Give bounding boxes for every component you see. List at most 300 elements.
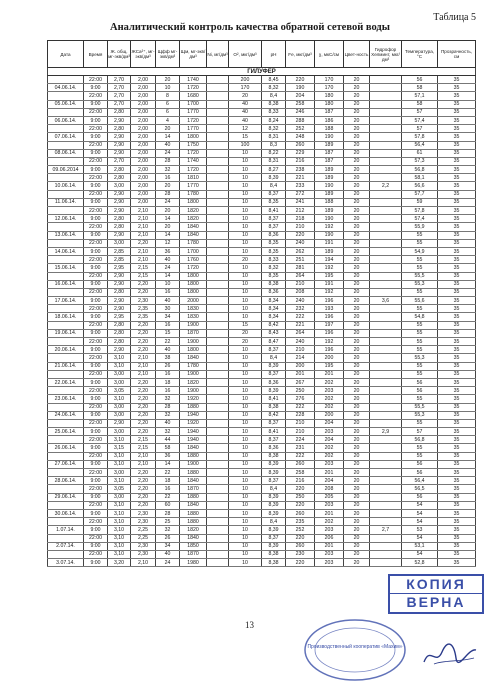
table-cell: 1940 xyxy=(180,428,207,436)
table-cell: 190 xyxy=(286,84,315,92)
table-row xyxy=(48,477,476,485)
table-cell: 10 xyxy=(229,166,262,174)
table-cell: 1900 xyxy=(180,370,207,378)
table-cell: 3,00 xyxy=(108,493,131,501)
table-cell: 34 xyxy=(156,542,180,550)
table-cell xyxy=(48,305,84,313)
table-cell: 10 xyxy=(229,493,262,501)
table-cell: 189 xyxy=(315,174,344,182)
table-row xyxy=(48,297,476,305)
column-header: Ni, мг/дм³ xyxy=(207,41,229,68)
table-cell: 35 xyxy=(438,469,476,477)
table-cell: 35 xyxy=(438,346,476,354)
table-cell: 10 xyxy=(229,469,262,477)
table-cell: 232 xyxy=(286,305,315,313)
table-cell: 203 xyxy=(315,387,344,395)
table-cell xyxy=(207,428,229,436)
table-cell: 35 xyxy=(438,280,476,288)
table-cell: 2,00 xyxy=(131,182,156,190)
table-cell: 201 xyxy=(315,370,344,378)
table-cell: 20 xyxy=(344,84,370,92)
table-cell: 8,43 xyxy=(262,329,286,337)
table-cell: 24 xyxy=(156,559,180,567)
table-cell xyxy=(370,116,402,124)
table-cell: 3,20 xyxy=(108,559,131,567)
table-cell: 228 xyxy=(286,411,315,419)
table-cell: 22 xyxy=(156,338,180,346)
table-cell: 2,90 xyxy=(108,207,131,215)
table-cell: 10 xyxy=(229,288,262,296)
table-cell: 9:00 xyxy=(84,100,108,108)
table-cell xyxy=(48,403,84,411)
table-cell: 22:00 xyxy=(84,387,108,395)
table-cell: 35 xyxy=(438,321,476,329)
table-cell: 10 xyxy=(229,395,262,403)
table-cell: 35 xyxy=(438,174,476,182)
table-cell: 2,00 xyxy=(131,84,156,92)
table-cell: 262 xyxy=(286,247,315,255)
table-cell: 26 xyxy=(156,534,180,542)
table-cell: 32 xyxy=(156,428,180,436)
table-cell: 8,31 xyxy=(262,133,286,141)
table-cell: 2,80 xyxy=(108,223,131,231)
table-cell: 189 xyxy=(315,247,344,255)
table-cell: 22:00 xyxy=(84,125,108,133)
table-cell xyxy=(207,403,229,411)
table-cell: 10 xyxy=(229,403,262,411)
table-cell xyxy=(207,460,229,468)
table-cell: 15 xyxy=(229,321,262,329)
table-cell: 40 xyxy=(156,550,180,558)
table-cell: 20 xyxy=(344,378,370,386)
table-cell: 3,05 xyxy=(108,485,131,493)
table-cell: 8,34 xyxy=(262,313,286,321)
table-cell: 20 xyxy=(344,411,370,419)
table-cell: 2,20 xyxy=(131,395,156,403)
table-cell: 2,80 xyxy=(108,166,131,174)
table-cell: 1870 xyxy=(180,329,207,337)
table-cell: 40 xyxy=(229,100,262,108)
table-cell: 55 xyxy=(402,329,438,337)
table-cell: 22:00 xyxy=(84,108,108,116)
table-cell xyxy=(207,76,229,84)
table-cell: 20 xyxy=(344,518,370,526)
table-cell: 27.06.14. xyxy=(48,460,84,468)
table-cell: 58 xyxy=(156,444,180,452)
table-cell: 235 xyxy=(286,518,315,526)
table-cell: 1880 xyxy=(180,403,207,411)
table-cell: 203 xyxy=(315,559,344,567)
table-cell: 55 xyxy=(402,346,438,354)
table-cell: 20 xyxy=(344,100,370,108)
table-cell: 53,1 xyxy=(402,542,438,550)
table-cell: 20.06.14. xyxy=(48,346,84,354)
table-cell: 23.06.14. xyxy=(48,395,84,403)
table-cell: 35 xyxy=(438,198,476,206)
table-cell: 210 xyxy=(286,428,315,436)
table-cell: 3,10 xyxy=(108,518,131,526)
table-cell: 250 xyxy=(286,387,315,395)
table-cell: 3,00 xyxy=(108,469,131,477)
table-cell: 40 xyxy=(229,108,262,116)
table-cell: 10 xyxy=(229,182,262,190)
table-cell: 196 xyxy=(315,329,344,337)
table-row xyxy=(48,239,476,247)
table-row xyxy=(48,469,476,477)
table-cell: 20 xyxy=(344,133,370,141)
table-cell: 8,37 xyxy=(262,215,286,223)
table-cell: 35 xyxy=(438,149,476,157)
table-cell xyxy=(48,436,84,444)
table-cell: 1770 xyxy=(180,182,207,190)
table-cell: 10 xyxy=(229,485,262,493)
table-cell xyxy=(48,239,84,247)
table-cell: 22:00 xyxy=(84,272,108,280)
table-cell: 203 xyxy=(315,526,344,534)
table-cell: 10 xyxy=(229,559,262,567)
table-row xyxy=(48,452,476,460)
table-cell: 2,00 xyxy=(131,108,156,116)
table-cell xyxy=(370,149,402,157)
table-cell: 10 xyxy=(229,272,262,280)
table-cell: 35 xyxy=(438,100,476,108)
table-cell xyxy=(207,346,229,354)
table-cell: 2,20 xyxy=(131,288,156,296)
table-cell: 1800 xyxy=(180,272,207,280)
table-cell: 1900 xyxy=(180,387,207,395)
table-cell: 204 xyxy=(315,436,344,444)
table-cell xyxy=(370,419,402,427)
table-cell: 9:00 xyxy=(84,559,108,567)
table-row xyxy=(48,108,476,116)
table-cell: 10.06.14. xyxy=(48,182,84,190)
table-cell xyxy=(207,247,229,255)
table-cell: 14 xyxy=(156,215,180,223)
table-cell: 276 xyxy=(286,395,315,403)
table-row xyxy=(48,141,476,149)
table-cell: 222 xyxy=(286,313,315,321)
table-cell: 55 xyxy=(402,395,438,403)
table-cell: 17.06.14. xyxy=(48,297,84,305)
table-cell: 192 xyxy=(315,264,344,272)
table-cell: 1800 xyxy=(180,280,207,288)
table-cell: 55 xyxy=(402,321,438,329)
table-cell: 190 xyxy=(315,133,344,141)
table-cell: 20 xyxy=(344,485,370,493)
table-cell: 202 xyxy=(315,378,344,386)
table-cell: 252 xyxy=(286,526,315,534)
table-cell: 1840 xyxy=(180,444,207,452)
table-cell: 35 xyxy=(438,550,476,558)
table-cell: 1830 xyxy=(180,305,207,313)
table-cell: 1870 xyxy=(180,485,207,493)
table-cell xyxy=(370,305,402,313)
table-cell: 16 xyxy=(156,387,180,395)
table-cell xyxy=(207,174,229,182)
table-cell: 9:00 xyxy=(84,509,108,517)
table-cell xyxy=(370,542,402,550)
table-cell: 22:00 xyxy=(84,485,108,493)
table-cell: 55 xyxy=(402,370,438,378)
table-cell: 2,00 xyxy=(131,76,156,84)
table-cell xyxy=(207,370,229,378)
table-row xyxy=(48,125,476,133)
table-cell: 38 xyxy=(156,354,180,362)
table-row xyxy=(48,534,476,542)
table-cell: 210 xyxy=(286,346,315,354)
table-cell xyxy=(48,190,84,198)
table-cell xyxy=(370,493,402,501)
table-cell xyxy=(48,338,84,346)
table-cell xyxy=(207,288,229,296)
table-cell: 59 xyxy=(402,198,438,206)
table-cell: 2,20 xyxy=(131,501,156,509)
table-cell: 20 xyxy=(344,92,370,100)
table-cell: 20 xyxy=(344,452,370,460)
table-cell: 55 xyxy=(402,231,438,239)
table-cell: 238 xyxy=(286,166,315,174)
table-cell: 8,37 xyxy=(262,436,286,444)
table-cell: 9:00 xyxy=(84,166,108,174)
table-cell: 180 xyxy=(315,100,344,108)
table-cell: 16 xyxy=(156,370,180,378)
signature-icon xyxy=(420,640,480,670)
table-cell: 2,90 xyxy=(108,116,131,124)
table-cell: 2,30 xyxy=(131,518,156,526)
table-cell xyxy=(48,288,84,296)
table-cell xyxy=(370,256,402,264)
table-cell: 8,3 xyxy=(262,141,286,149)
table-cell xyxy=(207,411,229,419)
table-cell xyxy=(207,198,229,206)
table-cell: 2,90 xyxy=(108,133,131,141)
table-cell xyxy=(207,485,229,493)
table-cell: 2,20 xyxy=(131,477,156,485)
table-cell: 35 xyxy=(438,272,476,280)
table-cell xyxy=(370,100,402,108)
table-cell: 56,4 xyxy=(402,477,438,485)
table-cell: 8,36 xyxy=(262,378,286,386)
table-cell xyxy=(207,272,229,280)
table-cell: 201 xyxy=(315,542,344,550)
table-cell: 28 xyxy=(156,403,180,411)
table-row xyxy=(48,116,476,124)
table-cell: 56,8 xyxy=(402,436,438,444)
table-cell: 203 xyxy=(315,501,344,509)
table-cell: 20 xyxy=(344,264,370,272)
table-cell: 20 xyxy=(344,444,370,452)
table-cell xyxy=(207,141,229,149)
table-cell xyxy=(207,239,229,247)
table-cell: 20 xyxy=(229,256,262,264)
table-cell: 57 xyxy=(402,428,438,436)
table-cell: 2,00 xyxy=(131,133,156,141)
table-cell: 202 xyxy=(315,395,344,403)
table-cell: 35 xyxy=(438,125,476,133)
table-cell: 07.06.14. xyxy=(48,133,84,141)
table-cell: 3,10 xyxy=(108,395,131,403)
table-cell xyxy=(207,469,229,477)
table-cell: 2,10 xyxy=(131,223,156,231)
table-cell: 35 xyxy=(438,559,476,567)
table-cell: 193 xyxy=(315,305,344,313)
stamp-line-1: КОПИЯ xyxy=(390,576,482,594)
table-cell: 8,4 xyxy=(262,485,286,493)
table-cell: 1880 xyxy=(180,509,207,517)
table-cell xyxy=(370,534,402,542)
table-cell: 2,10 xyxy=(131,207,156,215)
table-cell: 20 xyxy=(156,182,180,190)
table-cell: 28.06.14. xyxy=(48,477,84,485)
table-cell: 2,70 xyxy=(108,157,131,165)
table-cell: 216 xyxy=(286,477,315,485)
table-cell: 10 xyxy=(229,354,262,362)
table-cell xyxy=(370,141,402,149)
table-cell xyxy=(370,362,402,370)
table-cell: 9:00 xyxy=(84,182,108,190)
quality-table xyxy=(47,40,476,567)
table-cell: 20 xyxy=(344,362,370,370)
table-cell xyxy=(370,501,402,509)
table-cell: 24.06.14. xyxy=(48,411,84,419)
table-cell: 22:00 xyxy=(84,338,108,346)
table-cell: 195 xyxy=(315,272,344,280)
table-cell: 35 xyxy=(438,354,476,362)
table-cell: 1920 xyxy=(180,419,207,427)
table-cell: 10 xyxy=(229,149,262,157)
table-cell: 2,90 xyxy=(108,346,131,354)
table-cell: 202 xyxy=(315,518,344,526)
table-cell: 35 xyxy=(438,247,476,255)
table-cell xyxy=(370,509,402,517)
table-cell: 22:00 xyxy=(84,239,108,247)
table-cell: 22:00 xyxy=(84,305,108,313)
table-cell: 35 xyxy=(438,166,476,174)
table-cell: 55,5 xyxy=(402,272,438,280)
table-row xyxy=(48,247,476,255)
table-cell: 8,38 xyxy=(262,452,286,460)
table-cell: 55 xyxy=(402,288,438,296)
table-cell: 20 xyxy=(344,76,370,84)
table-cell: 1900 xyxy=(180,460,207,468)
table-cell: 2,80 xyxy=(108,338,131,346)
table-cell: 22:00 xyxy=(84,76,108,84)
table-cell: 06.06.14. xyxy=(48,116,84,124)
table-cell: 189 xyxy=(315,166,344,174)
table-cell: 8,37 xyxy=(262,370,286,378)
table-cell: 04.06.14. xyxy=(48,84,84,92)
table-cell: 2000 xyxy=(180,297,207,305)
table-cell: 09.06.2014 xyxy=(48,166,84,174)
table-cell: 20 xyxy=(344,321,370,329)
table-cell: 16 xyxy=(156,174,180,182)
table-cell: 264 xyxy=(286,329,315,337)
table-cell: 9:00 xyxy=(84,493,108,501)
table-cell: 24 xyxy=(156,198,180,206)
table-row xyxy=(48,354,476,362)
table-cell: 32 xyxy=(156,395,180,403)
table-cell: 8,41 xyxy=(262,207,286,215)
table-cell: 10 xyxy=(229,297,262,305)
table-cell: 16 xyxy=(156,288,180,296)
table-header xyxy=(48,41,476,68)
table-cell xyxy=(207,280,229,288)
table-cell: 22:00 xyxy=(84,518,108,526)
table-cell xyxy=(48,125,84,133)
table-cell xyxy=(207,223,229,231)
table-cell: 10 xyxy=(229,313,262,321)
table-cell: 35 xyxy=(438,288,476,296)
table-cell: 1980 xyxy=(180,559,207,567)
table-cell: 188 xyxy=(315,125,344,133)
table-cell: 3,05 xyxy=(108,387,131,395)
table-cell: 35 xyxy=(438,297,476,305)
table-cell: 55,6 xyxy=(402,297,438,305)
table-cell: 189 xyxy=(315,190,344,198)
table-cell: 2,10 xyxy=(131,452,156,460)
table-row xyxy=(48,231,476,239)
table-cell: 54 xyxy=(402,509,438,517)
table-cell xyxy=(370,313,402,321)
table-cell: 1840 xyxy=(180,231,207,239)
table-cell: 20 xyxy=(156,76,180,84)
table-row xyxy=(48,559,476,567)
table-cell: 22.06.14. xyxy=(48,378,84,386)
table-cell: 35 xyxy=(438,452,476,460)
table-cell: 206 xyxy=(315,534,344,542)
table-cell: 10 xyxy=(229,264,262,272)
table-cell xyxy=(370,272,402,280)
table-cell: 20 xyxy=(344,477,370,485)
table-cell xyxy=(370,403,402,411)
table-cell: 1720 xyxy=(180,116,207,124)
table-cell: 191 xyxy=(315,239,344,247)
table-cell xyxy=(207,231,229,239)
table-body xyxy=(48,68,476,567)
table-cell: 1720 xyxy=(180,166,207,174)
table-cell: 40 xyxy=(229,116,262,124)
table-cell xyxy=(370,452,402,460)
table-cell: 22:00 xyxy=(84,223,108,231)
table-cell: 20 xyxy=(344,231,370,239)
table-cell: 35 xyxy=(438,92,476,100)
table-cell: 2,00 xyxy=(131,125,156,133)
table-cell xyxy=(207,321,229,329)
table-cell: 57,7 xyxy=(402,190,438,198)
table-cell xyxy=(370,518,402,526)
table-cell: 10 xyxy=(229,477,262,485)
table-cell: 1850 xyxy=(180,542,207,550)
table-cell xyxy=(207,338,229,346)
table-cell xyxy=(48,370,84,378)
table-cell: 195 xyxy=(315,362,344,370)
table-cell: 10 xyxy=(229,436,262,444)
table-cell xyxy=(207,387,229,395)
table-cell: 22:00 xyxy=(84,321,108,329)
table-cell xyxy=(370,338,402,346)
table-cell: 2,90 xyxy=(108,419,131,427)
table-cell: 2,20 xyxy=(131,239,156,247)
table-cell: 9:00 xyxy=(84,84,108,92)
table-cell: 20 xyxy=(344,272,370,280)
table-cell: 20 xyxy=(344,256,370,264)
table-cell: 1880 xyxy=(180,469,207,477)
table-cell xyxy=(48,223,84,231)
table-number: Таблица 5 xyxy=(433,12,476,23)
table-cell: 55 xyxy=(402,362,438,370)
table-cell: 44 xyxy=(156,436,180,444)
table-cell xyxy=(207,297,229,305)
